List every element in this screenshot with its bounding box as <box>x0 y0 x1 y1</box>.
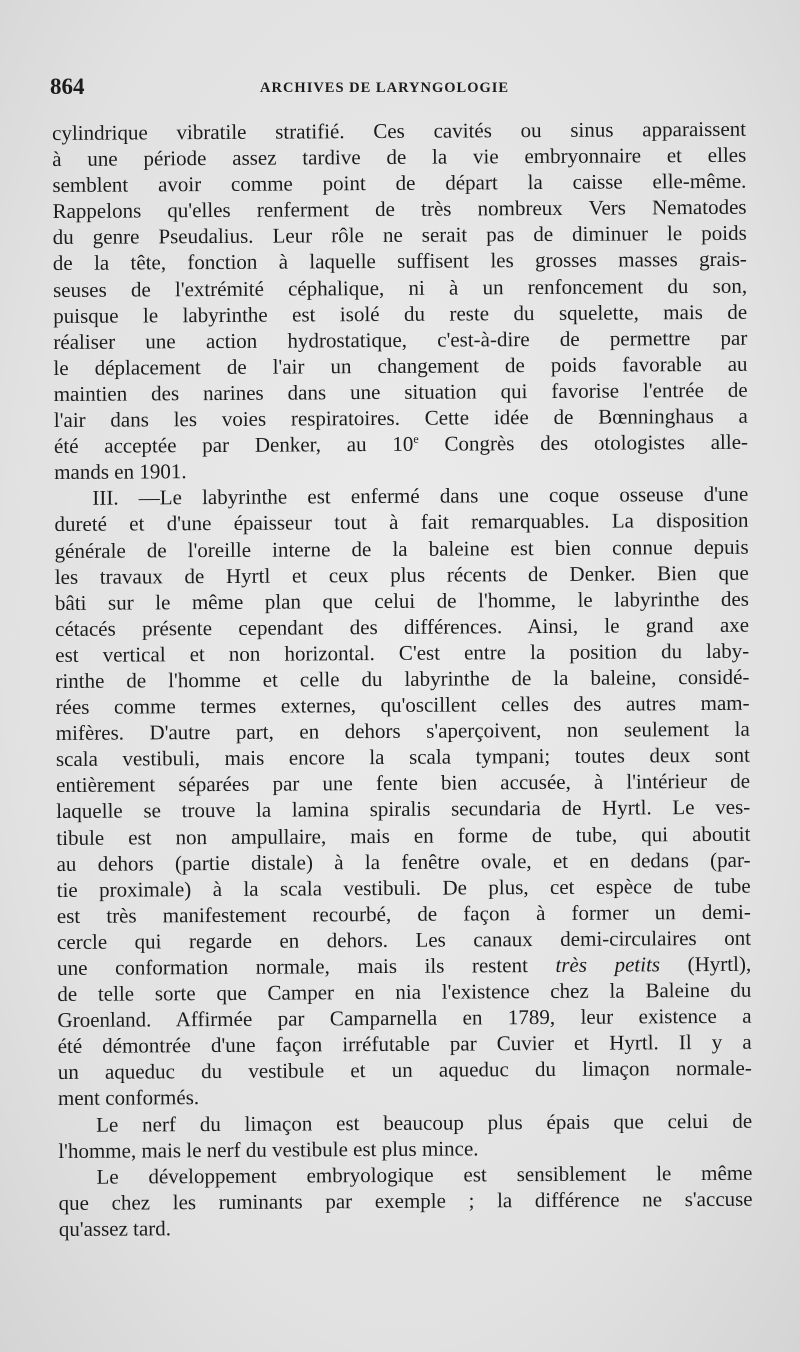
text-line: de la tête, fonction à laquelle suffisent les grosses masses grais- <box>52 247 747 276</box>
text-segment: Congrès des otologistes alle- <box>444 429 749 456</box>
text-line: les travaux de Hyrtl et ceux plus récents de Denker. Bien que <box>54 560 749 589</box>
text-line: est vertical et non horizontal. C'est entre la position du laby- <box>55 638 750 667</box>
paragraph-start-line: III. —Le labyrinthe est enfermé dans une coque osseuse d'une <box>92 482 749 511</box>
text-line: que chez les ruminants par exemple ; la différence ne s'accuse <box>58 1186 753 1215</box>
text-line: Rappelons qu'elles renferment de très nombreux Vers Nematodes <box>52 195 747 224</box>
text-line <box>54 429 748 459</box>
text-line: dureté et d'une épaisseur tout à fait remarquables. La disposition <box>54 508 749 537</box>
page-number: 864 <box>50 74 85 99</box>
text-line: cercle qui regarde en dehors. Les canaux demi-circulaires ont <box>56 925 752 954</box>
congress-number: 10 <box>392 431 414 457</box>
text-line: entièrement séparées par une fente bien accusée, à l'intérieur de <box>55 769 751 798</box>
text-line: à une période assez tardive de la vie embryonnaire et elles <box>52 142 747 172</box>
text-line: cylindrique vibratile stratifié. Ces cavités ou sinus apparaissent <box>52 116 747 145</box>
text-line: l'homme, mais le nerf du vestibule est plus mince. <box>58 1136 479 1163</box>
text-line: générale de l'oreille interne de la baleine est bien connue depuis <box>54 534 749 563</box>
text-line: qu'assez tard. <box>58 1216 172 1241</box>
text-line: l'air dans les voies respiratoires. Cette idée de Bœnninghaus a <box>53 403 748 433</box>
text-line: Groenland. Affirmée par Camparnella en 1789, leur existence a <box>57 1003 752 1033</box>
text-line: tibule est non ampullaire, mais en forme de tube, qui aboutit <box>56 821 751 850</box>
text-line: mands en 1901. <box>54 459 187 485</box>
text-line: laquelle se trouve la lamina spiralis secundaria de Hyrtl. Le ves- <box>56 795 751 824</box>
text-line: puisque le labyrinthe est isolé du reste du squelette, mais de <box>53 299 748 328</box>
text-line: été démontrée d'une façon irréfutable par Cuvier et Hyrtl. Il y a <box>57 1030 752 1059</box>
text-line: seuses de l'extrémité céphalique, ni à un renfoncement du son, <box>52 273 748 302</box>
journal-title: ARCHIVES DE LARYNGOLOGIE <box>260 80 510 96</box>
body-text <box>52 116 753 1242</box>
text-line: rées comme termes externes, qu'oscillent celles des autres mam- <box>55 690 750 720</box>
ordinal-superscript: e <box>413 431 419 446</box>
running-head <box>50 74 750 106</box>
text-line: réaliser une action hydrostatique, c'est-à-dire de permettre par <box>53 325 748 354</box>
text-line: ment conformés. <box>57 1085 200 1111</box>
text-segment: été acceptée par Denker, au <box>53 432 367 459</box>
text-line: mifères. D'autre part, en dehors s'aperçoivent, non seulement la <box>55 716 750 746</box>
text-line: tie proximale) à la scala vestibuli. De plus, cet espèce de tube <box>56 873 751 902</box>
text-line: maintien des narines dans une situation qui favorise l'entrée de <box>53 377 748 406</box>
paragraph-start-line: Le développement embryologique est sensiblement le même <box>96 1160 753 1189</box>
text-line: semblent avoir comme point de départ la caisse elle-même. <box>52 168 747 198</box>
text-line: scala vestibuli, mais encore la scala tympani; toutes deux sont <box>55 742 750 772</box>
text-line: cétacés présente cependant des différences. Ainsi, le grand axe <box>55 612 750 641</box>
text-segment: (Hyrtl), <box>687 951 752 977</box>
paragraph-start-line: Le nerf du limaçon est beaucoup plus épais que celui de <box>96 1108 753 1137</box>
text-segment: une conformation normale, mais ils restent <box>57 953 528 980</box>
text-line: de telle sorte que Camper en nia l'existence chez la Baleine du <box>57 977 752 1007</box>
text-line: du genre Pseudalius. Leur rôle ne serait pas de diminuer le poids <box>52 221 747 250</box>
text-line: bâti sur le même plan que celui de l'homme, le labyrinthe des <box>54 586 750 615</box>
text-line: rinthe de l'homme et celle du labyrinthe de la baleine, considé- <box>55 664 750 693</box>
text-line: le déplacement de l'air un changement de poids favorable au <box>53 351 748 380</box>
text-line: au dehors (partie distale) à la fenêtre ovale, et en dedans (par- <box>56 847 751 876</box>
text-line: est très manifestement recourbé, de façon à former un demi- <box>56 899 751 928</box>
text-line: un aqueduc du vestibule et un aqueduc du limaçon normale- <box>57 1056 752 1085</box>
italic-phrase: très petits <box>555 952 661 977</box>
